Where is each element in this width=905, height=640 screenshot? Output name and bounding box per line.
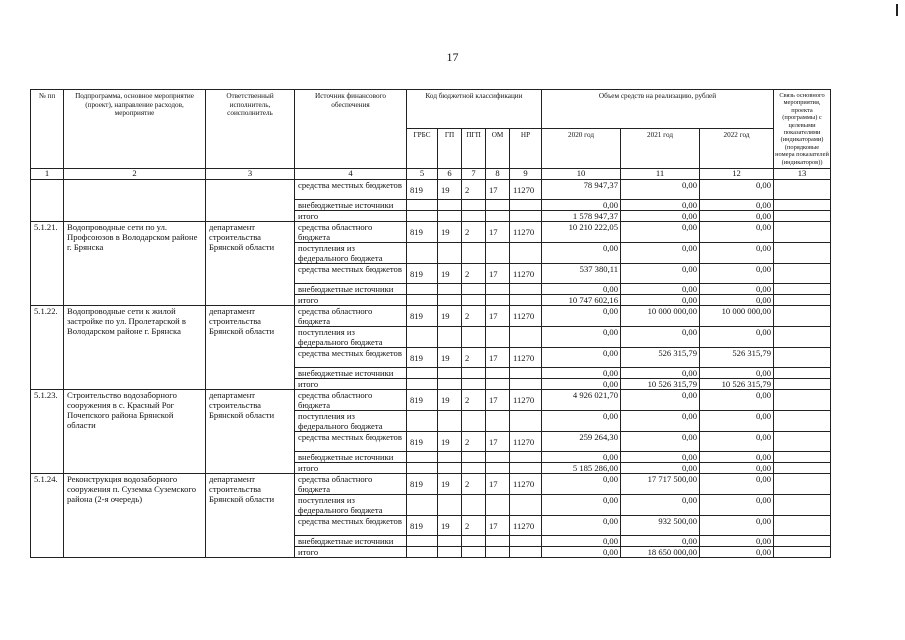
om-cell: 17: [486, 180, 510, 200]
value-2021-cell: 0,00: [621, 243, 700, 264]
value-2020-cell: 0,00: [542, 379, 621, 390]
value-2022-cell: 10 000 000,00: [700, 306, 774, 327]
gp-cell: [438, 295, 462, 306]
grbs-cell: 819: [407, 474, 438, 495]
pgp-cell: 2: [462, 474, 486, 495]
value-2020-cell: 5 185 286,00: [542, 463, 621, 474]
header-gp: ГП: [438, 129, 462, 169]
column-number: 8: [486, 169, 510, 180]
grbs-cell: [407, 200, 438, 211]
table-row: [31, 306, 831, 327]
np-cell: [510, 452, 542, 463]
gp-cell: [438, 243, 462, 264]
entry-number-cell: 5.1.22.: [31, 306, 64, 390]
om-cell: [486, 368, 510, 379]
source-cell: средства местных бюджетов: [295, 516, 407, 536]
np-cell: [510, 411, 542, 432]
grbs-cell: [407, 368, 438, 379]
gp-cell: 19: [438, 432, 462, 452]
link-cell: [774, 306, 831, 327]
value-2022-cell: 526 315,79: [700, 348, 774, 368]
grbs-cell: [407, 547, 438, 558]
header-2020: 2020 год: [542, 129, 621, 169]
value-2021-cell: 0,00: [621, 452, 700, 463]
value-2020-cell: 0,00: [542, 536, 621, 547]
source-cell: средства местных бюджетов: [295, 264, 407, 284]
link-cell: [774, 516, 831, 536]
link-cell: [774, 432, 831, 452]
value-2022-cell: 0,00: [700, 411, 774, 432]
value-2022-cell: 0,00: [700, 495, 774, 516]
np-cell: [510, 295, 542, 306]
value-2021-cell: 0,00: [621, 222, 700, 243]
value-2022-cell: 0,00: [700, 295, 774, 306]
gp-cell: 19: [438, 222, 462, 243]
grbs-cell: [407, 463, 438, 474]
om-cell: 17: [486, 474, 510, 495]
np-cell: [510, 200, 542, 211]
value-2021-cell: 526 315,79: [621, 348, 700, 368]
np-cell: 11270: [510, 180, 542, 200]
value-2022-cell: 0,00: [700, 180, 774, 200]
header-source: Источник финансового обеспечения: [295, 90, 407, 169]
np-cell: 11270: [510, 306, 542, 327]
source-cell: средства местных бюджетов: [295, 348, 407, 368]
column-number: 6: [438, 169, 462, 180]
source-cell: средства областного бюджета: [295, 474, 407, 495]
value-2022-cell: 0,00: [700, 390, 774, 411]
source-cell: поступления из федерального бюджета: [295, 327, 407, 348]
value-2022-cell: 0,00: [700, 547, 774, 558]
value-2022-cell: 0,00: [700, 211, 774, 222]
value-2020-cell: 0,00: [542, 284, 621, 295]
value-2021-cell: 0,00: [621, 411, 700, 432]
source-cell: итого: [295, 295, 407, 306]
column-number: 12: [700, 169, 774, 180]
value-2021-cell: 0,00: [621, 390, 700, 411]
np-cell: [510, 463, 542, 474]
value-2021-cell: 932 500,00: [621, 516, 700, 536]
value-2021-cell: 0,00: [621, 536, 700, 547]
gp-cell: [438, 411, 462, 432]
grbs-cell: 819: [407, 306, 438, 327]
header-program: Подпрограмма, основное мероприятие (проект), направление расходов, мероприятие: [64, 90, 206, 169]
value-2020-cell: 0,00: [542, 452, 621, 463]
np-cell: 11270: [510, 474, 542, 495]
grbs-cell: [407, 452, 438, 463]
link-cell: [774, 474, 831, 495]
grbs-cell: 819: [407, 180, 438, 200]
gp-cell: [438, 211, 462, 222]
value-2022-cell: 0,00: [700, 368, 774, 379]
header-responsible: Ответственный исполнитель, соисполнитель: [206, 90, 295, 169]
header-link: Связь основного мероприятия, проекта (программы) с целевыми показателями (индикаторами) (порядковые номера показателей (индикаторов)): [774, 90, 831, 169]
grbs-cell: 819: [407, 390, 438, 411]
entry-program-cell: Строительство водозаборного сооружения в с. Красный Рог Почепского района Брянской области: [64, 390, 206, 474]
entry-responsible-cell: департамент строительства Брянской области: [206, 222, 295, 306]
pgp-cell: [462, 411, 486, 432]
column-number: 5: [407, 169, 438, 180]
np-cell: [510, 495, 542, 516]
grbs-cell: [407, 411, 438, 432]
header-pgp: ПГП: [462, 129, 486, 169]
column-number: 11: [621, 169, 700, 180]
grbs-cell: [407, 211, 438, 222]
entry-responsible-cell: департамент строительства Брянской области: [206, 474, 295, 558]
table-row: [31, 180, 831, 200]
entry-number-cell: 5.1.24.: [31, 474, 64, 558]
om-cell: [486, 536, 510, 547]
pgp-cell: [462, 495, 486, 516]
om-cell: [486, 452, 510, 463]
source-cell: внебюджетные источники: [295, 368, 407, 379]
np-cell: [510, 211, 542, 222]
np-cell: 11270: [510, 348, 542, 368]
pgp-cell: [462, 327, 486, 348]
value-2020-cell: 537 380,11: [542, 264, 621, 284]
pgp-cell: 2: [462, 390, 486, 411]
source-cell: поступления из федерального бюджета: [295, 243, 407, 264]
grbs-cell: [407, 495, 438, 516]
value-2020-cell: 0,00: [542, 306, 621, 327]
pgp-cell: [462, 463, 486, 474]
source-cell: итого: [295, 379, 407, 390]
column-number: 9: [510, 169, 542, 180]
column-number: 4: [295, 169, 407, 180]
value-2021-cell: 0,00: [621, 211, 700, 222]
link-cell: [774, 379, 831, 390]
source-cell: внебюджетные источники: [295, 284, 407, 295]
page-edge-mark: [896, 4, 898, 16]
source-cell: средства областного бюджета: [295, 306, 407, 327]
column-number: 3: [206, 169, 295, 180]
link-cell: [774, 200, 831, 211]
value-2020-cell: 259 264,30: [542, 432, 621, 452]
entry-number-cell: 5.1.21.: [31, 222, 64, 306]
np-cell: 11270: [510, 390, 542, 411]
np-cell: [510, 284, 542, 295]
entry-responsible-cell: [206, 180, 295, 222]
grbs-cell: 819: [407, 264, 438, 284]
value-2022-cell: 0,00: [700, 327, 774, 348]
pgp-cell: 2: [462, 222, 486, 243]
gp-cell: 19: [438, 306, 462, 327]
link-cell: [774, 222, 831, 243]
om-cell: 17: [486, 348, 510, 368]
source-cell: поступления из федерального бюджета: [295, 411, 407, 432]
pgp-cell: [462, 243, 486, 264]
om-cell: 17: [486, 306, 510, 327]
np-cell: 11270: [510, 516, 542, 536]
link-cell: [774, 536, 831, 547]
entry-responsible-cell: департамент строительства Брянской области: [206, 306, 295, 390]
om-cell: [486, 547, 510, 558]
source-cell: итого: [295, 211, 407, 222]
header-np: НР: [510, 129, 542, 169]
column-number-row: [31, 169, 831, 180]
link-cell: [774, 368, 831, 379]
value-2022-cell: 10 526 315,79: [700, 379, 774, 390]
pgp-cell: 2: [462, 180, 486, 200]
gp-cell: [438, 284, 462, 295]
link-cell: [774, 547, 831, 558]
link-cell: [774, 264, 831, 284]
source-cell: итого: [295, 463, 407, 474]
value-2021-cell: 0,00: [621, 327, 700, 348]
pgp-cell: 2: [462, 516, 486, 536]
om-cell: [486, 327, 510, 348]
value-2020-cell: 0,00: [542, 495, 621, 516]
pgp-cell: 2: [462, 264, 486, 284]
pgp-cell: [462, 284, 486, 295]
grbs-cell: [407, 379, 438, 390]
pgp-cell: [462, 200, 486, 211]
entry-responsible-cell: департамент строительства Брянской области: [206, 390, 295, 474]
gp-cell: 19: [438, 348, 462, 368]
link-cell: [774, 411, 831, 432]
source-cell: внебюджетные источники: [295, 452, 407, 463]
om-cell: [486, 295, 510, 306]
om-cell: [486, 411, 510, 432]
link-cell: [774, 284, 831, 295]
value-2021-cell: 0,00: [621, 284, 700, 295]
value-2020-cell: 0,00: [542, 243, 621, 264]
header-volume: Объем средств на реализацию, рублей: [542, 90, 774, 129]
grbs-cell: 819: [407, 432, 438, 452]
pgp-cell: [462, 547, 486, 558]
gp-cell: 19: [438, 516, 462, 536]
np-cell: [510, 368, 542, 379]
value-2022-cell: 0,00: [700, 463, 774, 474]
om-cell: [486, 243, 510, 264]
pgp-cell: 2: [462, 432, 486, 452]
value-2022-cell: 0,00: [700, 536, 774, 547]
column-number: 13: [774, 169, 831, 180]
table-body: [31, 180, 831, 558]
value-2021-cell: 0,00: [621, 495, 700, 516]
om-cell: 17: [486, 264, 510, 284]
om-cell: 17: [486, 390, 510, 411]
header-num: № пп: [31, 90, 64, 169]
budget-table: [30, 89, 831, 558]
grbs-cell: 819: [407, 222, 438, 243]
np-cell: [510, 536, 542, 547]
value-2022-cell: 0,00: [700, 452, 774, 463]
gp-cell: [438, 495, 462, 516]
value-2021-cell: 0,00: [621, 180, 700, 200]
grbs-cell: [407, 284, 438, 295]
value-2021-cell: 0,00: [621, 264, 700, 284]
entry-program-cell: Водопроводные сети к жилой застройке по ул. Пролетарской в Володарском районе г. Брянска: [64, 306, 206, 390]
om-cell: [486, 379, 510, 390]
grbs-cell: [407, 243, 438, 264]
table-header: [31, 90, 831, 180]
value-2020-cell: 10 747 602,16: [542, 295, 621, 306]
column-number: 7: [462, 169, 486, 180]
grbs-cell: [407, 327, 438, 348]
gp-cell: 19: [438, 180, 462, 200]
np-cell: [510, 379, 542, 390]
np-cell: [510, 327, 542, 348]
link-cell: [774, 211, 831, 222]
value-2022-cell: 0,00: [700, 474, 774, 495]
gp-cell: 19: [438, 390, 462, 411]
np-cell: 11270: [510, 222, 542, 243]
source-cell: внебюджетные источники: [295, 200, 407, 211]
gp-cell: [438, 368, 462, 379]
value-2020-cell: 1 578 947,37: [542, 211, 621, 222]
gp-cell: [438, 463, 462, 474]
value-2022-cell: 0,00: [700, 200, 774, 211]
table-row: [31, 474, 831, 495]
value-2021-cell: 0,00: [621, 432, 700, 452]
value-2020-cell: 0,00: [542, 474, 621, 495]
link-cell: [774, 243, 831, 264]
value-2021-cell: 17 717 500,00: [621, 474, 700, 495]
np-cell: [510, 243, 542, 264]
value-2020-cell: 0,00: [542, 516, 621, 536]
gp-cell: [438, 200, 462, 211]
value-2021-cell: 0,00: [621, 200, 700, 211]
value-2021-cell: 18 650 000,00: [621, 547, 700, 558]
grbs-cell: 819: [407, 348, 438, 368]
source-cell: поступления из федерального бюджета: [295, 495, 407, 516]
om-cell: 17: [486, 222, 510, 243]
value-2020-cell: 4 926 021,70: [542, 390, 621, 411]
value-2021-cell: 0,00: [621, 368, 700, 379]
om-cell: [486, 211, 510, 222]
value-2022-cell: 0,00: [700, 222, 774, 243]
link-cell: [774, 463, 831, 474]
pgp-cell: [462, 295, 486, 306]
om-cell: [486, 200, 510, 211]
om-cell: [486, 495, 510, 516]
source-cell: внебюджетные источники: [295, 536, 407, 547]
grbs-cell: [407, 295, 438, 306]
link-cell: [774, 327, 831, 348]
link-cell: [774, 390, 831, 411]
np-cell: 11270: [510, 432, 542, 452]
grbs-cell: [407, 536, 438, 547]
pgp-cell: [462, 368, 486, 379]
table-row: [31, 222, 831, 243]
value-2020-cell: 0,00: [542, 368, 621, 379]
pgp-cell: [462, 379, 486, 390]
value-2020-cell: 78 947,37: [542, 180, 621, 200]
gp-cell: [438, 452, 462, 463]
value-2022-cell: 0,00: [700, 243, 774, 264]
value-2022-cell: 0,00: [700, 432, 774, 452]
om-cell: 17: [486, 516, 510, 536]
value-2021-cell: 0,00: [621, 463, 700, 474]
column-number: 10: [542, 169, 621, 180]
entry-number-cell: [31, 180, 64, 222]
source-cell: средства местных бюджетов: [295, 180, 407, 200]
pgp-cell: [462, 452, 486, 463]
link-cell: [774, 495, 831, 516]
pgp-cell: [462, 536, 486, 547]
pgp-cell: [462, 211, 486, 222]
np-cell: 11270: [510, 264, 542, 284]
entry-program-cell: Реконструкция водозаборного сооружения п. Суземка Суземского района (2-я очередь): [64, 474, 206, 558]
table-row: [31, 390, 831, 411]
om-cell: [486, 284, 510, 295]
source-cell: средства областного бюджета: [295, 390, 407, 411]
gp-cell: [438, 327, 462, 348]
value-2020-cell: 10 210 222,05: [542, 222, 621, 243]
gp-cell: 19: [438, 264, 462, 284]
link-cell: [774, 452, 831, 463]
gp-cell: [438, 547, 462, 558]
header-2021: 2021 год: [621, 129, 700, 169]
value-2021-cell: 0,00: [621, 295, 700, 306]
gp-cell: 19: [438, 474, 462, 495]
column-number: 1: [31, 169, 64, 180]
grbs-cell: 819: [407, 516, 438, 536]
pgp-cell: 2: [462, 348, 486, 368]
value-2022-cell: 0,00: [700, 284, 774, 295]
np-cell: [510, 547, 542, 558]
value-2020-cell: 0,00: [542, 547, 621, 558]
value-2021-cell: 10 000 000,00: [621, 306, 700, 327]
source-cell: средства областного бюджета: [295, 222, 407, 243]
header-om: ОМ: [486, 129, 510, 169]
value-2020-cell: 0,00: [542, 348, 621, 368]
value-2020-cell: 0,00: [542, 200, 621, 211]
pgp-cell: 2: [462, 306, 486, 327]
entry-program-cell: [64, 180, 206, 222]
entry-program-cell: Водопроводные сети по ул. Профсоюзов в Володарском районе г. Брянска: [64, 222, 206, 306]
entry-number-cell: 5.1.23.: [31, 390, 64, 474]
header-grbs: ГРБС: [407, 129, 438, 169]
link-cell: [774, 180, 831, 200]
source-cell: итого: [295, 547, 407, 558]
header-2022: 2022 год: [700, 129, 774, 169]
value-2022-cell: 0,00: [700, 264, 774, 284]
source-cell: средства местных бюджетов: [295, 432, 407, 452]
gp-cell: [438, 379, 462, 390]
value-2020-cell: 0,00: [542, 411, 621, 432]
link-cell: [774, 348, 831, 368]
value-2020-cell: 0,00: [542, 327, 621, 348]
header-budget-code: Код бюджетной классификации: [407, 90, 542, 129]
link-cell: [774, 295, 831, 306]
value-2022-cell: 0,00: [700, 516, 774, 536]
value-2021-cell: 10 526 315,79: [621, 379, 700, 390]
gp-cell: [438, 536, 462, 547]
om-cell: [486, 463, 510, 474]
page-number: 17: [446, 50, 459, 64]
column-number: 2: [64, 169, 206, 180]
om-cell: 17: [486, 432, 510, 452]
